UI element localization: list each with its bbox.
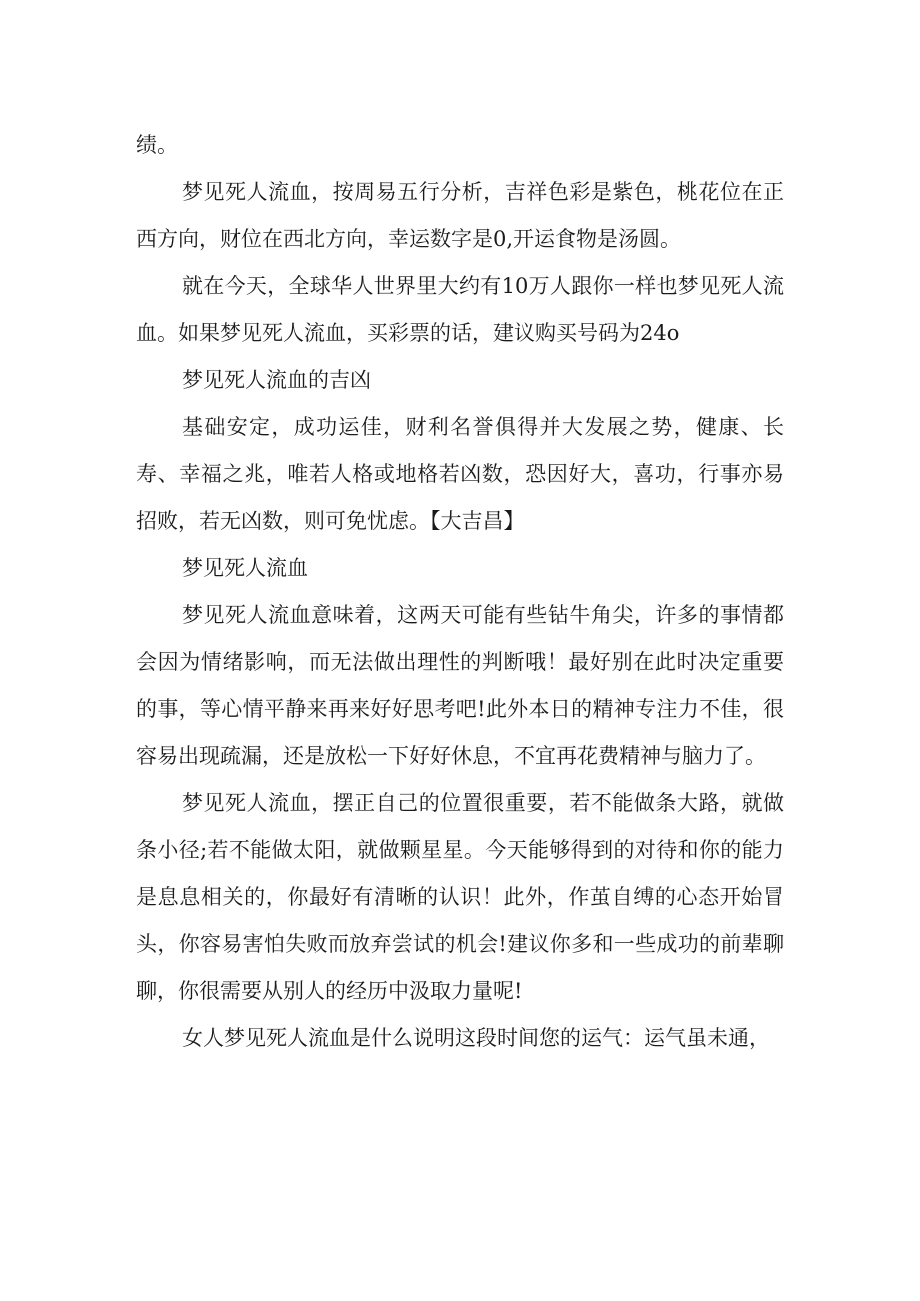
section-heading-dream: 梦见死人流血 [182, 556, 308, 580]
paragraph-lucky-info: 梦见死人流血，按周易五行分析，吉祥色彩是紫色，桃花位在正西方向，财位在西北方向，幸运数字是0,开运食物是汤圆。 [136, 180, 784, 251]
paragraph-woman-dream: 女人梦见死人流血是什么说明这段时间您的运气：运气虽未通， [182, 1026, 770, 1050]
section-heading-fortune: 梦见死人流血的吉凶 [182, 368, 371, 392]
document-page [136, 122, 784, 1062]
paragraph-fragment: 绩。 [136, 133, 178, 157]
paragraph-advice: 梦见死人流血，摆正自己的位置很重要，若不能做条大路，就做条小径;若不能做太阳，就做颗星星。今天能够得到的对待和你的能力是息息相关的，你最好有清晰的认识！此外，作茧自缚的心态开始冒头，你容易害怕失败而放弃尝试的机会!建议你多和一些成功的前辈聊聊，你很需要从别人的经历中汲取力量呢! [136, 791, 784, 1003]
paragraph-lottery: 就在今天，全球华人世界里大约有10万人跟你一样也梦见死人流血。如果梦见死人流血，买彩票的话，建议购买号码为24o [136, 274, 784, 345]
paragraph-dream-meaning: 梦见死人流血意味着，这两天可能有些钻牛角尖，许多的事情都会因为情绪影响，而无法做出理性的判断哦！最好别在此时决定重要的事，等心情平静来再来好好思考吧!此外本日的精神专注力不佳，很容易出现疏漏，还是放松一下好好休息，不宜再花费精神与脑力了。 [136, 603, 784, 768]
paragraph-fortune: 基础安定，成功运佳，财利名誉俱得并大发展之势，健康、长寿、幸福之兆，唯若人格或地格若凶数，恐因好大，喜功，行事亦易招败，若无凶数，则可免忧虑。【大吉昌】 [136, 415, 784, 533]
